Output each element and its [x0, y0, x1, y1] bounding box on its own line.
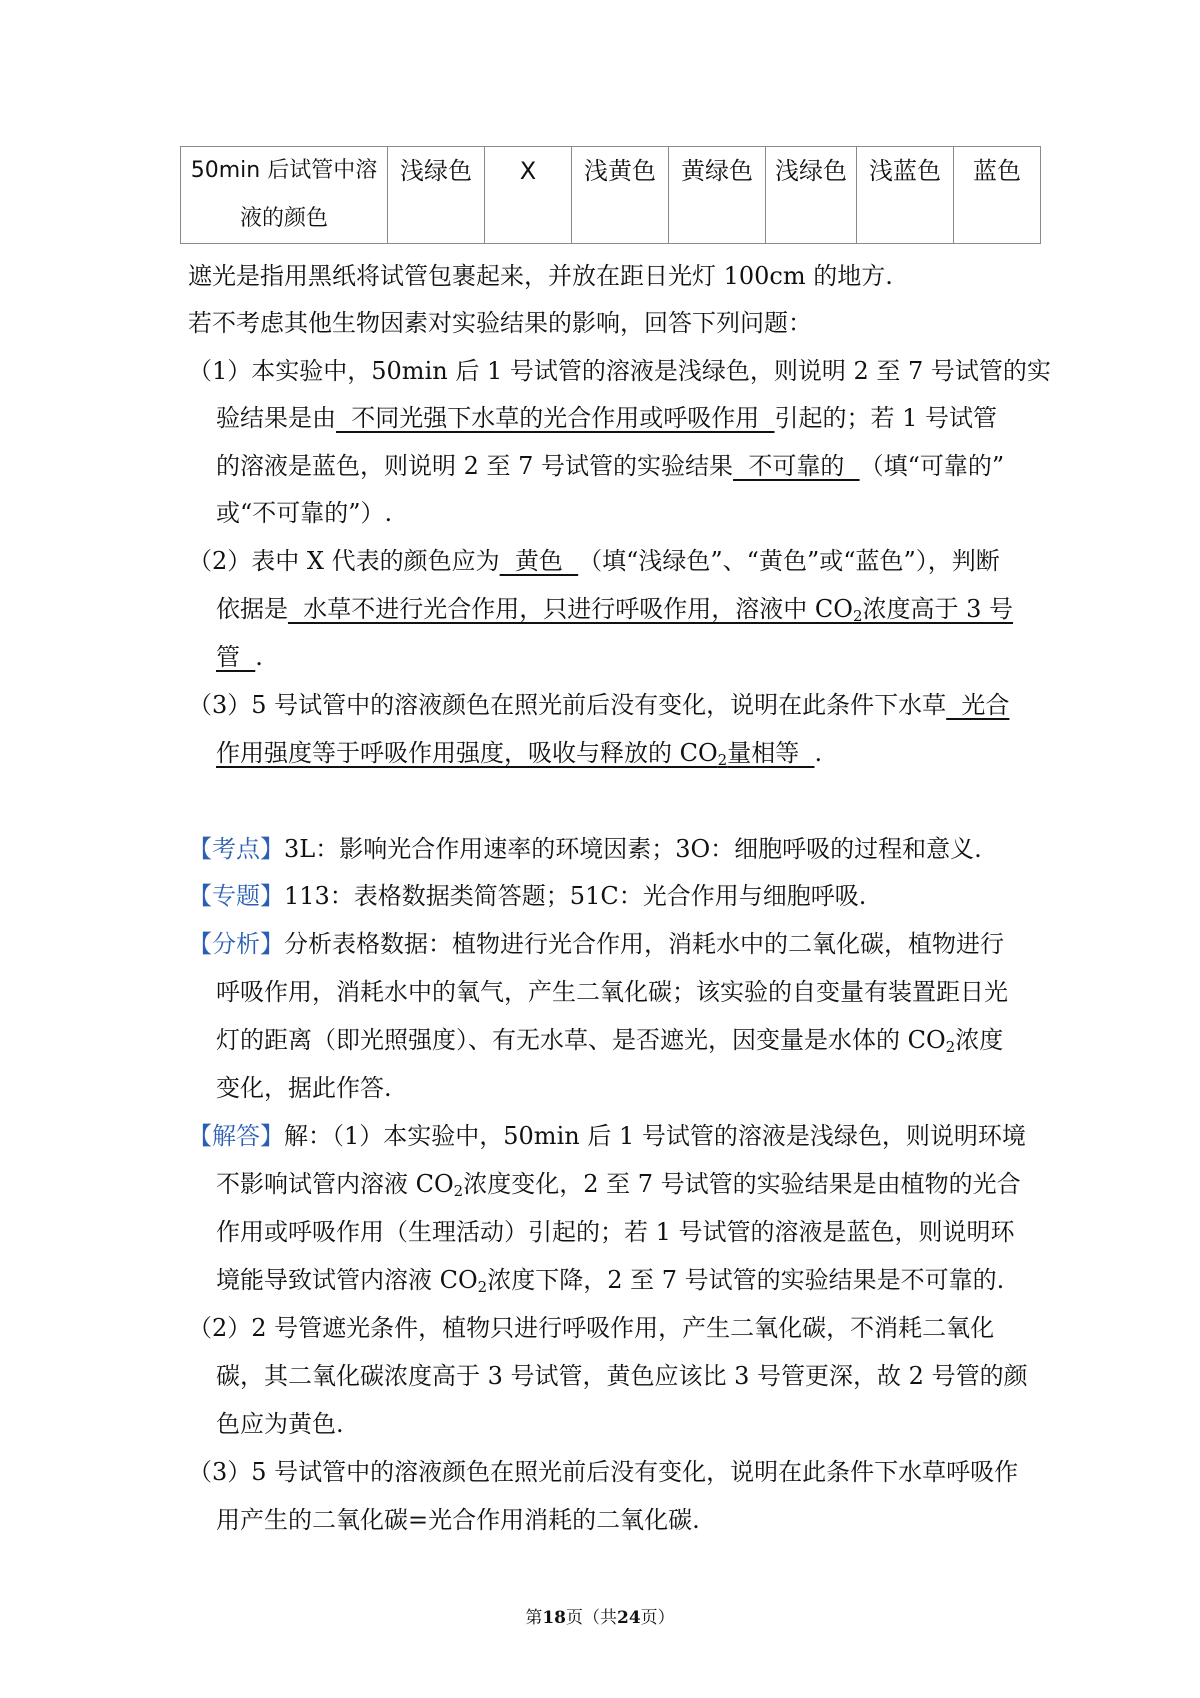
intro-note: 若不考虑其他生物因素对实验结果的影响，回答下列问题：	[188, 309, 812, 337]
total-pages: 24	[617, 1608, 641, 1628]
q1-answer-2: 不可靠的	[733, 452, 860, 480]
jieda-text: 不影响试管内溶液 CO	[216, 1170, 454, 1198]
q2-answer-3: 管	[216, 643, 256, 671]
q3-line-2	[216, 736, 822, 772]
fenxi-line-3	[216, 1023, 1003, 1059]
tube-1-color: 浅绿色	[388, 147, 485, 244]
q1-line-1: （1）本实验中，50min 后 1 号试管的溶液是浅绿色，则说明 2 至 7 号试管的实	[188, 357, 1051, 385]
jieda-line-3: 作用或呼吸作用（生理活动）引起的；若 1 号试管的溶液是蓝色，则说明环	[216, 1218, 1015, 1246]
shade-note: 遮光是指用黑纸将试管包裹起来，并放在距日光灯 100cm 的地方.	[188, 262, 893, 290]
q1-text: （填“可靠的”	[859, 452, 1005, 480]
q2-text: 依据是	[216, 595, 288, 623]
row-label-line-1: 50min 后试管中溶	[190, 158, 378, 183]
page-number: 18	[542, 1608, 566, 1628]
zhuanti-line	[188, 879, 866, 915]
jieda-text: 浓度下降，2 至 7 号试管的实验结果是不可靠的.	[487, 1266, 1005, 1294]
jieda-tag: 【解答】	[188, 1122, 284, 1150]
q2-text: （填“浅绿色”、“黄色”或“蓝色”），判断	[578, 547, 1000, 575]
jieda-p2-line-2: 碳，其二氧化碳浓度高于 3 号试管，黄色应该比 3 号管更深，故 2 号管的颜	[216, 1362, 1028, 1390]
q2-line-3	[216, 640, 263, 676]
fenxi-line-4: 变化，据此作答.	[216, 1074, 392, 1102]
q2-text: （2）表中 X 代表的颜色应为	[188, 547, 500, 575]
co2-subscript: 2	[945, 1038, 956, 1056]
jieda-text: 浓度变化，2 至 7 号试管的实验结果是由植物的光合	[463, 1170, 1021, 1198]
jieda-line-4	[216, 1263, 1004, 1299]
q1-line-2	[216, 401, 997, 437]
fenxi-tag: 【分析】	[188, 930, 284, 958]
tube-2-color: X	[485, 147, 572, 244]
row-label-line-2: 液的颜色	[239, 206, 328, 231]
q2-answer-text: 浓度高于 3 号	[862, 595, 1014, 623]
co2-subscript: 2	[852, 607, 863, 625]
jieda-p3-line-2: 用产生的二氧化碳=光合作用消耗的二氧化碳.	[216, 1506, 700, 1534]
jieda-p2-line-3: 色应为黄色.	[216, 1410, 344, 1438]
q2-text: .	[255, 643, 263, 671]
tube-4-color: 黄绿色	[669, 147, 766, 244]
kaodian-text: 3L：影响光合作用速率的环境因素；3O：细胞呼吸的过程和意义.	[284, 835, 982, 863]
fenxi-text: 分析表格数据：植物进行光合作用，消耗水中的二氧化碳，植物进行	[284, 930, 1004, 958]
q2-answer-text: 水草不进行光合作用，只进行呼吸作用，溶液中 CO	[288, 595, 853, 623]
q1-answer-1: 不同光强下水草的光合作用或呼吸作用	[336, 404, 775, 432]
q1-text: 的溶液是蓝色，则说明 2 至 7 号试管的实验结果	[216, 452, 734, 480]
jieda-p3-line-1: （3）5 号试管中的溶液颜色在照光前后没有变化，说明在此条件下水草呼吸作	[188, 1458, 1019, 1486]
tube-3-color: 浅黄色	[572, 147, 669, 244]
kaodian-tag: 【考点】	[188, 835, 284, 863]
fenxi-text: 灯的距离（即光照强度）、有无水草、是否遮光，因变量是水体的 CO	[216, 1026, 946, 1054]
jieda-text: 解：（1）本实验中，50min 后 1 号试管的溶液是浅绿色，则说明环境	[284, 1122, 1026, 1150]
jieda-line-1	[188, 1119, 1026, 1155]
tube-7-color: 蓝色	[954, 147, 1041, 244]
q2-answer-1: 黄色	[499, 547, 579, 575]
fenxi-line-2: 呼吸作用，消耗水中的氧气，产生二氧化碳；该实验的自变量有装置距日光	[216, 978, 1008, 1006]
q3-text: .	[814, 739, 823, 767]
tube-6-color: 浅蓝色	[857, 147, 954, 244]
q3-answer-text: 量相等	[727, 739, 815, 767]
footer-text: 页（共	[566, 1608, 617, 1628]
q1-line-4: 或“不可靠的”）.	[216, 499, 393, 527]
results-table	[180, 146, 1041, 244]
q3-answer-text: 作用强度等于呼吸作用强度，吸收与释放的 CO	[216, 739, 718, 767]
q2-line-2	[216, 592, 1013, 628]
q3-answer-1: 光合	[946, 691, 1010, 719]
q1-text: 验结果是由	[216, 404, 336, 432]
q3-line-1	[188, 688, 1009, 724]
q1-text: 引起的；若 1 号试管	[774, 404, 998, 432]
zhuanti-text: 113：表格数据类简答题；51C：光合作用与细胞呼吸.	[284, 882, 867, 910]
co2-subscript: 2	[717, 751, 728, 769]
q3-text: （3）5 号试管中的溶液颜色在照光前后没有变化，说明在此条件下水草	[188, 691, 947, 719]
fenxi-line-1	[188, 927, 1004, 963]
q2-line-1	[188, 544, 1000, 580]
jieda-text: 境能导致试管内溶液 CO	[216, 1266, 478, 1294]
table-row	[181, 147, 1041, 244]
footer-text: 第	[525, 1608, 543, 1628]
co2-subscript: 2	[477, 1278, 488, 1296]
kaodian-line	[188, 832, 982, 868]
q1-line-3	[216, 449, 1004, 485]
q2-answer-2	[288, 595, 1013, 623]
footer-text: 页）	[640, 1608, 675, 1628]
jieda-p2-line-1: （2）2 号管遮光条件，植物只进行呼吸作用，产生二氧化碳，不消耗二氧化	[188, 1314, 995, 1342]
zhuanti-tag: 【专题】	[188, 882, 284, 910]
page-footer	[0, 1606, 1200, 1630]
co2-subscript: 2	[453, 1182, 464, 1200]
q3-answer-2	[216, 739, 814, 767]
jieda-line-2	[216, 1167, 1021, 1203]
row-label-cell	[181, 147, 388, 244]
fenxi-text: 浓度	[955, 1026, 1004, 1054]
tube-5-color: 浅绿色	[766, 147, 857, 244]
